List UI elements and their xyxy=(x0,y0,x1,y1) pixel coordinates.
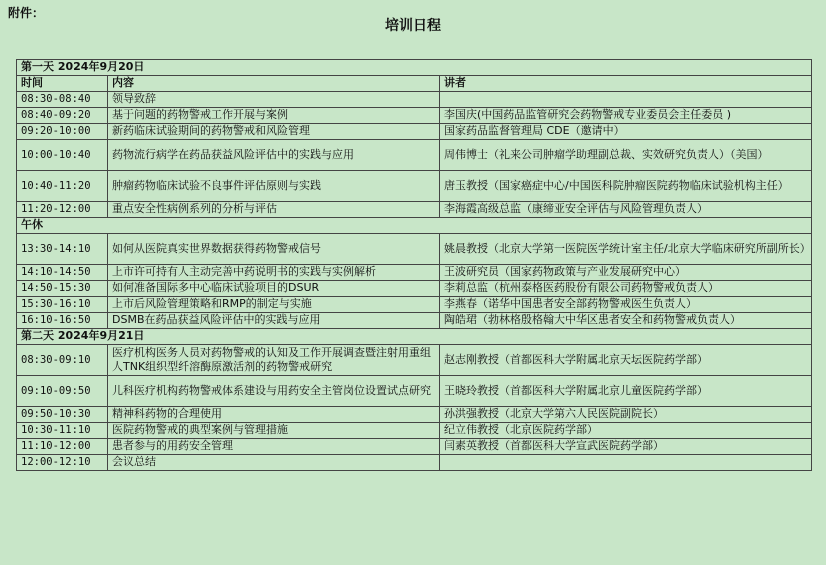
header-speaker: 讲者 xyxy=(440,76,812,92)
row-time: 11:10-12:00 xyxy=(17,439,108,455)
row-time: 10:40-11:20 xyxy=(17,171,108,202)
table-row xyxy=(17,234,812,265)
row-speaker: 陶皓珺（勃林格殷格翰大中华区患者安全和药物警戒负责人） xyxy=(440,313,812,329)
row-content: 领导致辞 xyxy=(108,92,440,108)
row-time: 09:10-09:50 xyxy=(17,376,108,407)
row-content: 基于问题的药物警戒工作开展与案例 xyxy=(108,108,440,124)
table-row xyxy=(17,407,812,423)
row-speaker: 孙洪强教授（北京大学第六人民医院副院长） xyxy=(440,407,812,423)
row-content: 患者参与的用药安全管理 xyxy=(108,439,440,455)
row-time: 09:50-10:30 xyxy=(17,407,108,423)
row-time: 16:10-16:50 xyxy=(17,313,108,329)
row-content: 上市许可持有人主动完善中药说明书的实践与实例解析 xyxy=(108,265,440,281)
row-content: 重点安全性病例系列的分析与评估 xyxy=(108,202,440,218)
header-time: 时间 xyxy=(17,76,108,92)
table-row xyxy=(17,281,812,297)
table-row xyxy=(17,455,812,471)
row-content: 如何从医院真实世界数据获得药物警戒信号 xyxy=(108,234,440,265)
row-speaker: 王波研究员（国家药物政策与产业发展研究中心） xyxy=(440,265,812,281)
row-time: 08:40-09:20 xyxy=(17,108,108,124)
row-time: 15:30-16:10 xyxy=(17,297,108,313)
column-header-row xyxy=(17,76,812,92)
table-row xyxy=(17,171,812,202)
row-content: 上市后风险管理策略和RMP的制定与实施 xyxy=(108,297,440,313)
attachment-label: 附件： xyxy=(8,6,45,20)
row-speaker: 唐玉教授（国家癌症中心/中国医科院肿瘤医院药物临床试验机构主任） xyxy=(440,171,812,202)
table-row xyxy=(17,202,812,218)
header-content: 内容 xyxy=(108,76,440,92)
row-time: 10:00-10:40 xyxy=(17,140,108,171)
table-row xyxy=(17,313,812,329)
row-content: 儿科医疗机构药物警戒体系建设与用药安全主管岗位设置试点研究 xyxy=(108,376,440,407)
row-speaker: 李国庆(中国药品监管研究会药物警戒专业委员会主任委员 ) xyxy=(440,108,812,124)
table-row xyxy=(17,297,812,313)
row-speaker: 李燕春（诺华中国患者安全部药物警戒医生负责人） xyxy=(440,297,812,313)
row-time: 11:20-12:00 xyxy=(17,202,108,218)
row-content: 药物流行病学在药品获益风险评估中的实践与应用 xyxy=(108,140,440,171)
table-row xyxy=(17,140,812,171)
day2-header-row xyxy=(17,329,812,345)
row-speaker: 周伟博士（礼来公司肿瘤学助理副总裁、实效研究负责人）（美国） xyxy=(440,140,812,171)
table-row xyxy=(17,108,812,124)
row-speaker: 国家药品监督管理局 CDE（邀请中） xyxy=(440,124,812,140)
row-speaker: 李莉总监（杭州泰格医药股份有限公司药物警戒负责人） xyxy=(440,281,812,297)
row-content: 肿瘤药物临床试验不良事件评估原则与实践 xyxy=(108,171,440,202)
row-speaker: 闫素英教授（首都医科大学宣武医院药学部） xyxy=(440,439,812,455)
row-speaker: 李海霞高级总监（康缔亚安全评估与风险管理负责人） xyxy=(440,202,812,218)
day2-label: 第二天 2024年9月21日 xyxy=(17,329,812,345)
row-time: 12:00-12:10 xyxy=(17,455,108,471)
row-time: 14:10-14:50 xyxy=(17,265,108,281)
row-speaker xyxy=(440,92,812,108)
lunch-break-row xyxy=(17,218,812,234)
row-time: 10:30-11:10 xyxy=(17,423,108,439)
row-speaker: 纪立伟教授（北京医院药学部） xyxy=(440,423,812,439)
row-content: 如何准备国际多中心临床试验项目的DSUR xyxy=(108,281,440,297)
row-speaker: 赵志刚教授（首都医科大学附属北京天坛医院药学部） xyxy=(440,345,812,376)
row-time: 14:50-15:30 xyxy=(17,281,108,297)
row-time: 08:30-08:40 xyxy=(17,92,108,108)
table-row xyxy=(17,345,812,376)
table-row xyxy=(17,92,812,108)
table-row xyxy=(17,376,812,407)
row-content: 精神科药物的合理使用 xyxy=(108,407,440,423)
row-speaker: 王晓玲教授（首都医科大学附属北京儿童医院药学部） xyxy=(440,376,812,407)
table-row xyxy=(17,265,812,281)
lunch-break-label: 午休 xyxy=(17,218,812,234)
row-time: 09:20-10:00 xyxy=(17,124,108,140)
row-content: 会议总结 xyxy=(108,455,440,471)
table-row xyxy=(17,439,812,455)
table-row xyxy=(17,423,812,439)
day1-header-row xyxy=(17,60,812,76)
row-time: 08:30-09:10 xyxy=(17,345,108,376)
table-row xyxy=(17,124,812,140)
page-title: 培训日程 xyxy=(385,18,441,34)
row-content: DSMB在药品获益风险评估中的实践与应用 xyxy=(108,313,440,329)
schedule-table xyxy=(16,59,812,471)
row-content: 新药临床试验期间的药物警戒和风险管理 xyxy=(108,124,440,140)
day1-label: 第一天 2024年9月20日 xyxy=(17,60,812,76)
row-content: 医疗机构医务人员对药物警戒的认知及工作开展调查暨注射用重组人TNK组织型纤溶酶原激活剂的药物警戒研究 xyxy=(108,345,440,376)
row-time: 13:30-14:10 xyxy=(17,234,108,265)
row-content: 医院药物警戒的典型案例与管理措施 xyxy=(108,423,440,439)
row-speaker: 姚晨教授（北京大学第一医院医学统计室主任/北京大学临床研究所副所长） xyxy=(440,234,812,265)
row-speaker xyxy=(440,455,812,471)
